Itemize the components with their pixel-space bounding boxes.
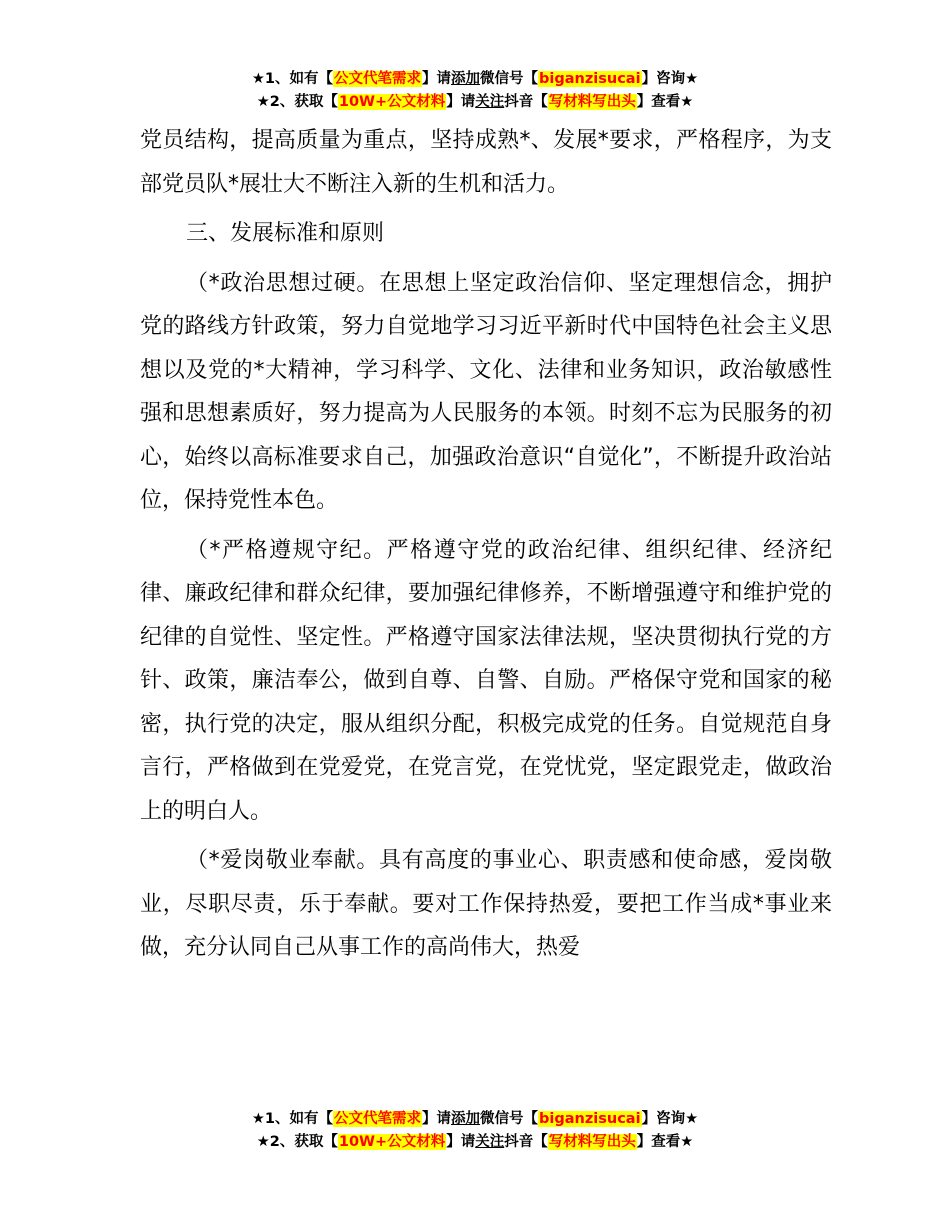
- highlight-materials: 10W+公文材料: [338, 94, 446, 110]
- footer-line-2: ★2、获取【10W+公文材料】请关注抖音【写材料写出头】查看★: [256, 1134, 694, 1150]
- star-icon: ★: [685, 1111, 699, 1127]
- paragraph-dedication: （*爱岗敬业奉献。具有高度的事业心、职责感和使命感，爱岗敬业，尽职尽责，乐于奉献。要对工作保持热爱，要把工作当成*事业来做，充分认同自己从事工作的高尚伟大，热爱: [140, 848, 832, 960]
- highlight-douyin-account: 写材料写出头: [548, 94, 636, 110]
- document-body: [140, 119, 832, 976]
- star-icon: ★: [256, 94, 270, 110]
- highlight-materials: 10W+公文材料: [338, 1134, 446, 1150]
- star-icon: ★: [251, 71, 265, 87]
- star-icon: ★: [251, 1111, 265, 1127]
- section-heading: 三、发展标准和原则: [186, 221, 385, 246]
- banner-line-1: ★1、如有【公文代笔需求】请添加微信号【biganzisucai】咨询★: [251, 71, 699, 87]
- highlight-service: 公文代笔需求: [334, 1111, 422, 1127]
- paragraph-political: （*政治思想过硬。在思想上坚定政治信仰、坚定理想信念，拥护党的路线方针政策，努力自觉地学习习近平新时代中国特色社会主义思想以及党的*大精神，学习科学、文化、法律和业务知识，政治敏感性强和思想素质好，努力提高为人民服务的本领。时刻不忘为民服务的初心，始终以高标准要求自己，加强政治意识“自觉化”，不断提升政治站位，保持党性本色。: [140, 270, 832, 513]
- paragraph-discipline: （*严格遵规守纪。严格遵守党的政治纪律、组织纪律、经济纪律、廉政纪律和群众纪律，要加强纪律修养，不断增强遵守和维护党的纪律的自觉性、坚定性。严格遵守国家法律法规，坚决贯彻执行党的方针、政策，廉洁奉公，做到自尊、自警、自励。严格保守党和国家的秘密，执行党的决定，服从组织分配，积极完成党的任务。自觉规范自身言行，严格做到在党爱党，在党言党，在党忧党，坚定跟党走，做政治上的明白人。: [140, 537, 832, 824]
- paragraph-continuation: 党员结构，提高质量为重点，坚持成熟*、发展*要求，严格程序，为支部党员队*展壮大不断注入新的生机和活力。: [140, 128, 832, 197]
- highlight-douyin-account: 写材料写出头: [548, 1134, 636, 1150]
- banner-line-2: ★2、获取【10W+公文材料】请关注抖音【写材料写出头】查看★: [256, 94, 694, 110]
- star-icon: ★: [685, 71, 699, 87]
- footer-banner: [0, 1108, 950, 1154]
- star-icon: ★: [680, 1134, 694, 1150]
- header-banner: [0, 68, 950, 114]
- highlight-service: 公文代笔需求: [334, 71, 422, 87]
- star-icon: ★: [256, 1134, 270, 1150]
- star-icon: ★: [680, 94, 694, 110]
- footer-line-1: ★1、如有【公文代笔需求】请添加微信号【biganzisucai】咨询★: [251, 1111, 699, 1127]
- highlight-wechat-id: biganzisucai: [539, 1111, 641, 1127]
- highlight-wechat-id: biganzisucai: [539, 71, 641, 87]
